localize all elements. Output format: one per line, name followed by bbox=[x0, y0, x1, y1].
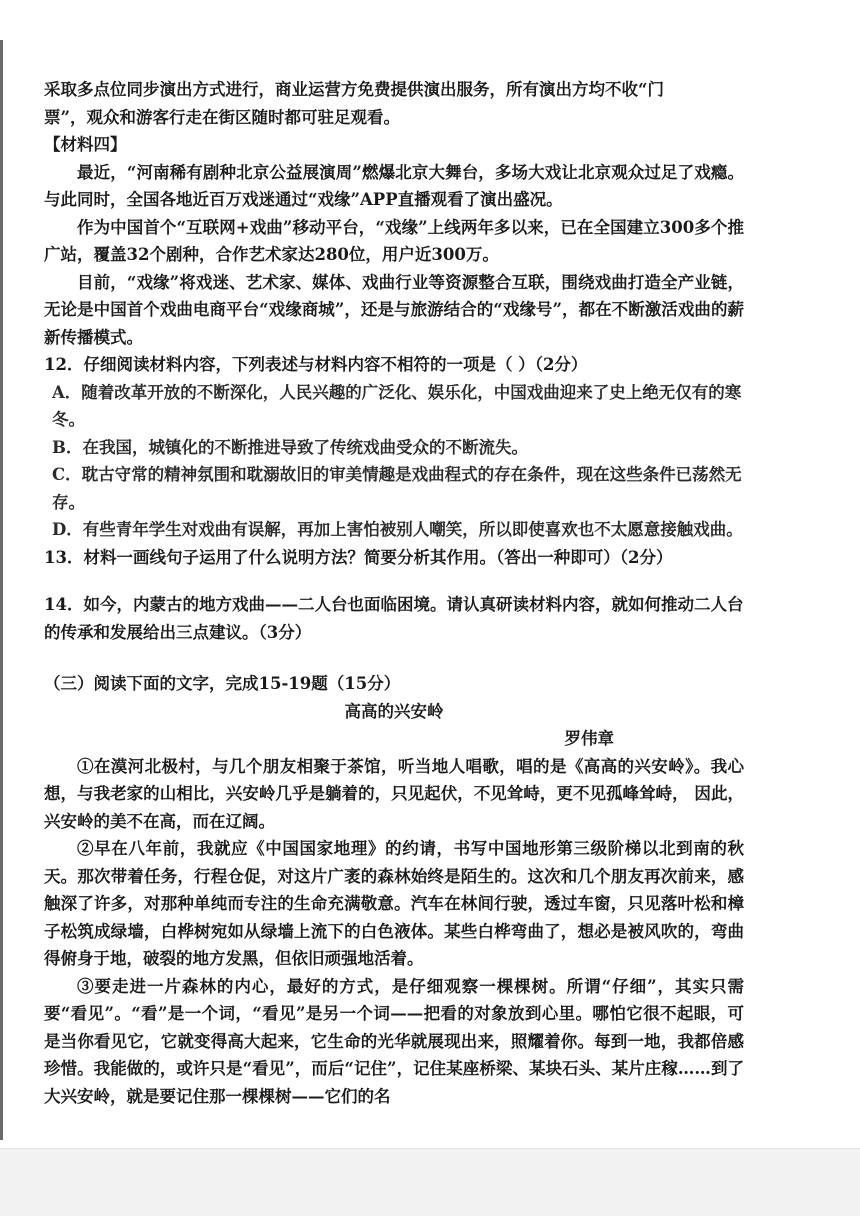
page-left-border bbox=[0, 40, 3, 1140]
question-12-stem: 12．仔细阅读材料内容，下列表述与材料内容不相符的一项是（ ）（2分） bbox=[44, 355, 588, 374]
scan-bottom-margin bbox=[0, 1148, 860, 1216]
question-12-option-c: C．耽古守常的精神氛围和耽溺故旧的审美情趣是戏曲程式的存在条件，现在这些条件已荡然无存。 bbox=[52, 465, 742, 512]
answer-space-14 bbox=[44, 646, 744, 670]
article-author: 罗伟章 bbox=[564, 729, 614, 748]
continued-line-1: 采取多点位同步演出方式进行，商业运营方免费提供演出服务，所有演出方均不收“门 bbox=[44, 80, 664, 99]
material4-paragraph-1: 最近，“河南稀有剧种北京公益展演周”燃爆北京大舞台，多场大戏让北京观众过足了戏瘾。与此同时，全国各地近百万戏迷通过“戏缘”APP直播观看了演出盛况。 bbox=[44, 162, 744, 209]
answer-space-13 bbox=[44, 571, 744, 591]
article-paragraph-1: ①在漠河北极村，与几个朋友相聚于茶馆，听当地人唱歌，唱的是《高高的兴安岭》。我心想，与我老家的山相比，兴安岭几乎是躺着的，只见起伏，不见耸峙，更不见孤峰耸峙， 因此，兴安岭的美不在高，而在辽阔。 bbox=[44, 756, 744, 831]
question-12-option-a: A．随着改革开放的不断深化，人民兴趣的广泛化、娱乐化，中国戏曲迎来了史上绝无仅有的寒冬。 bbox=[52, 382, 742, 429]
question-13: 13．材料一画线句子运用了什么说明方法？简要分析其作用。（答出一种即可）（2分） bbox=[44, 547, 673, 567]
continued-line-2: 票”，观众和游客行走在街区随时都可驻足观看。 bbox=[44, 107, 400, 127]
document-body bbox=[44, 76, 744, 1110]
material4-paragraph-3: 目前，“戏缘”将戏迷、艺术家、媒体、戏曲行业等资源整合互联，围绕戏曲打造全产业链，无论是中国首个戏曲电商平台“戏缘商城”，还是与旅游结合的“戏缘号”，都在不断激活戏曲的薪新传播模式。 bbox=[44, 272, 744, 347]
material4-heading: 【材料四】 bbox=[44, 135, 127, 154]
question-12-option-d: D．有些青年学生对戏曲有误解，再加上害怕被别人嘲笑，所以即使喜欢也不太愿意接触戏曲。 bbox=[52, 520, 743, 539]
article-paragraph-3: ③要走进一片森林的内心，最好的方式，是仔细观察一棵棵树。所谓“仔细”，其实只需要“看见”。“看”是一个词，“看见”是另一个词——把看的对象放到心里。哪怕它很不起眼，可是当你看见它，它就变得高大起来，它生命的光华就展现出来，照耀着你。每到一地，我都倍感珍惜。我能做的，或许只是“看见”，而后“记住”，记住某座桥梁、某块石头、某片庄稼……到了大兴安岭，就是要记住那一棵棵树——它们的名 bbox=[44, 976, 744, 1106]
material4-paragraph-2: 作为中国首个“互联网+戏曲”移动平台，“戏缘”上线两年多以来，已在全国建立300多个推广站，覆盖32个剧种，合作艺术家达280位，用户近300万。 bbox=[44, 217, 744, 264]
article-title: 高高的兴安岭 bbox=[344, 701, 444, 721]
question-12-option-b: B．在我国，城镇化的不断推进导致了传统戏曲受众的不断流失。 bbox=[52, 437, 528, 457]
question-14: 14．如今，内蒙古的地方戏曲——二人台也面临困境。请认真研读材料内容，就如何推动二人台的传承和发展给出三点建议。（3分） bbox=[44, 595, 744, 642]
article-paragraph-2: ②早在八年前，我就应《中国国家地理》的约请，书写中国地形第三级阶梯以北到南的秋天。那次带着任务，行程仓促，对这片广袤的森林始终是陌生的。这次和几个朋友再次前来，感触深了许多，对那种单纯而专注的生命充满敬意。汽车在林间行驶，透过车窗，只见落叶松和樟子松筑成绿墙，白桦树宛如从绿墙上流下的白色液体。某些白桦弯曲了，想必是被风吹的，弯曲得俯身于地，破裂的地方发黑，但依旧顽强地活着。 bbox=[44, 839, 744, 968]
section-3-heading: （三）阅读下面的文字，完成15-19题（15分） bbox=[44, 674, 401, 693]
